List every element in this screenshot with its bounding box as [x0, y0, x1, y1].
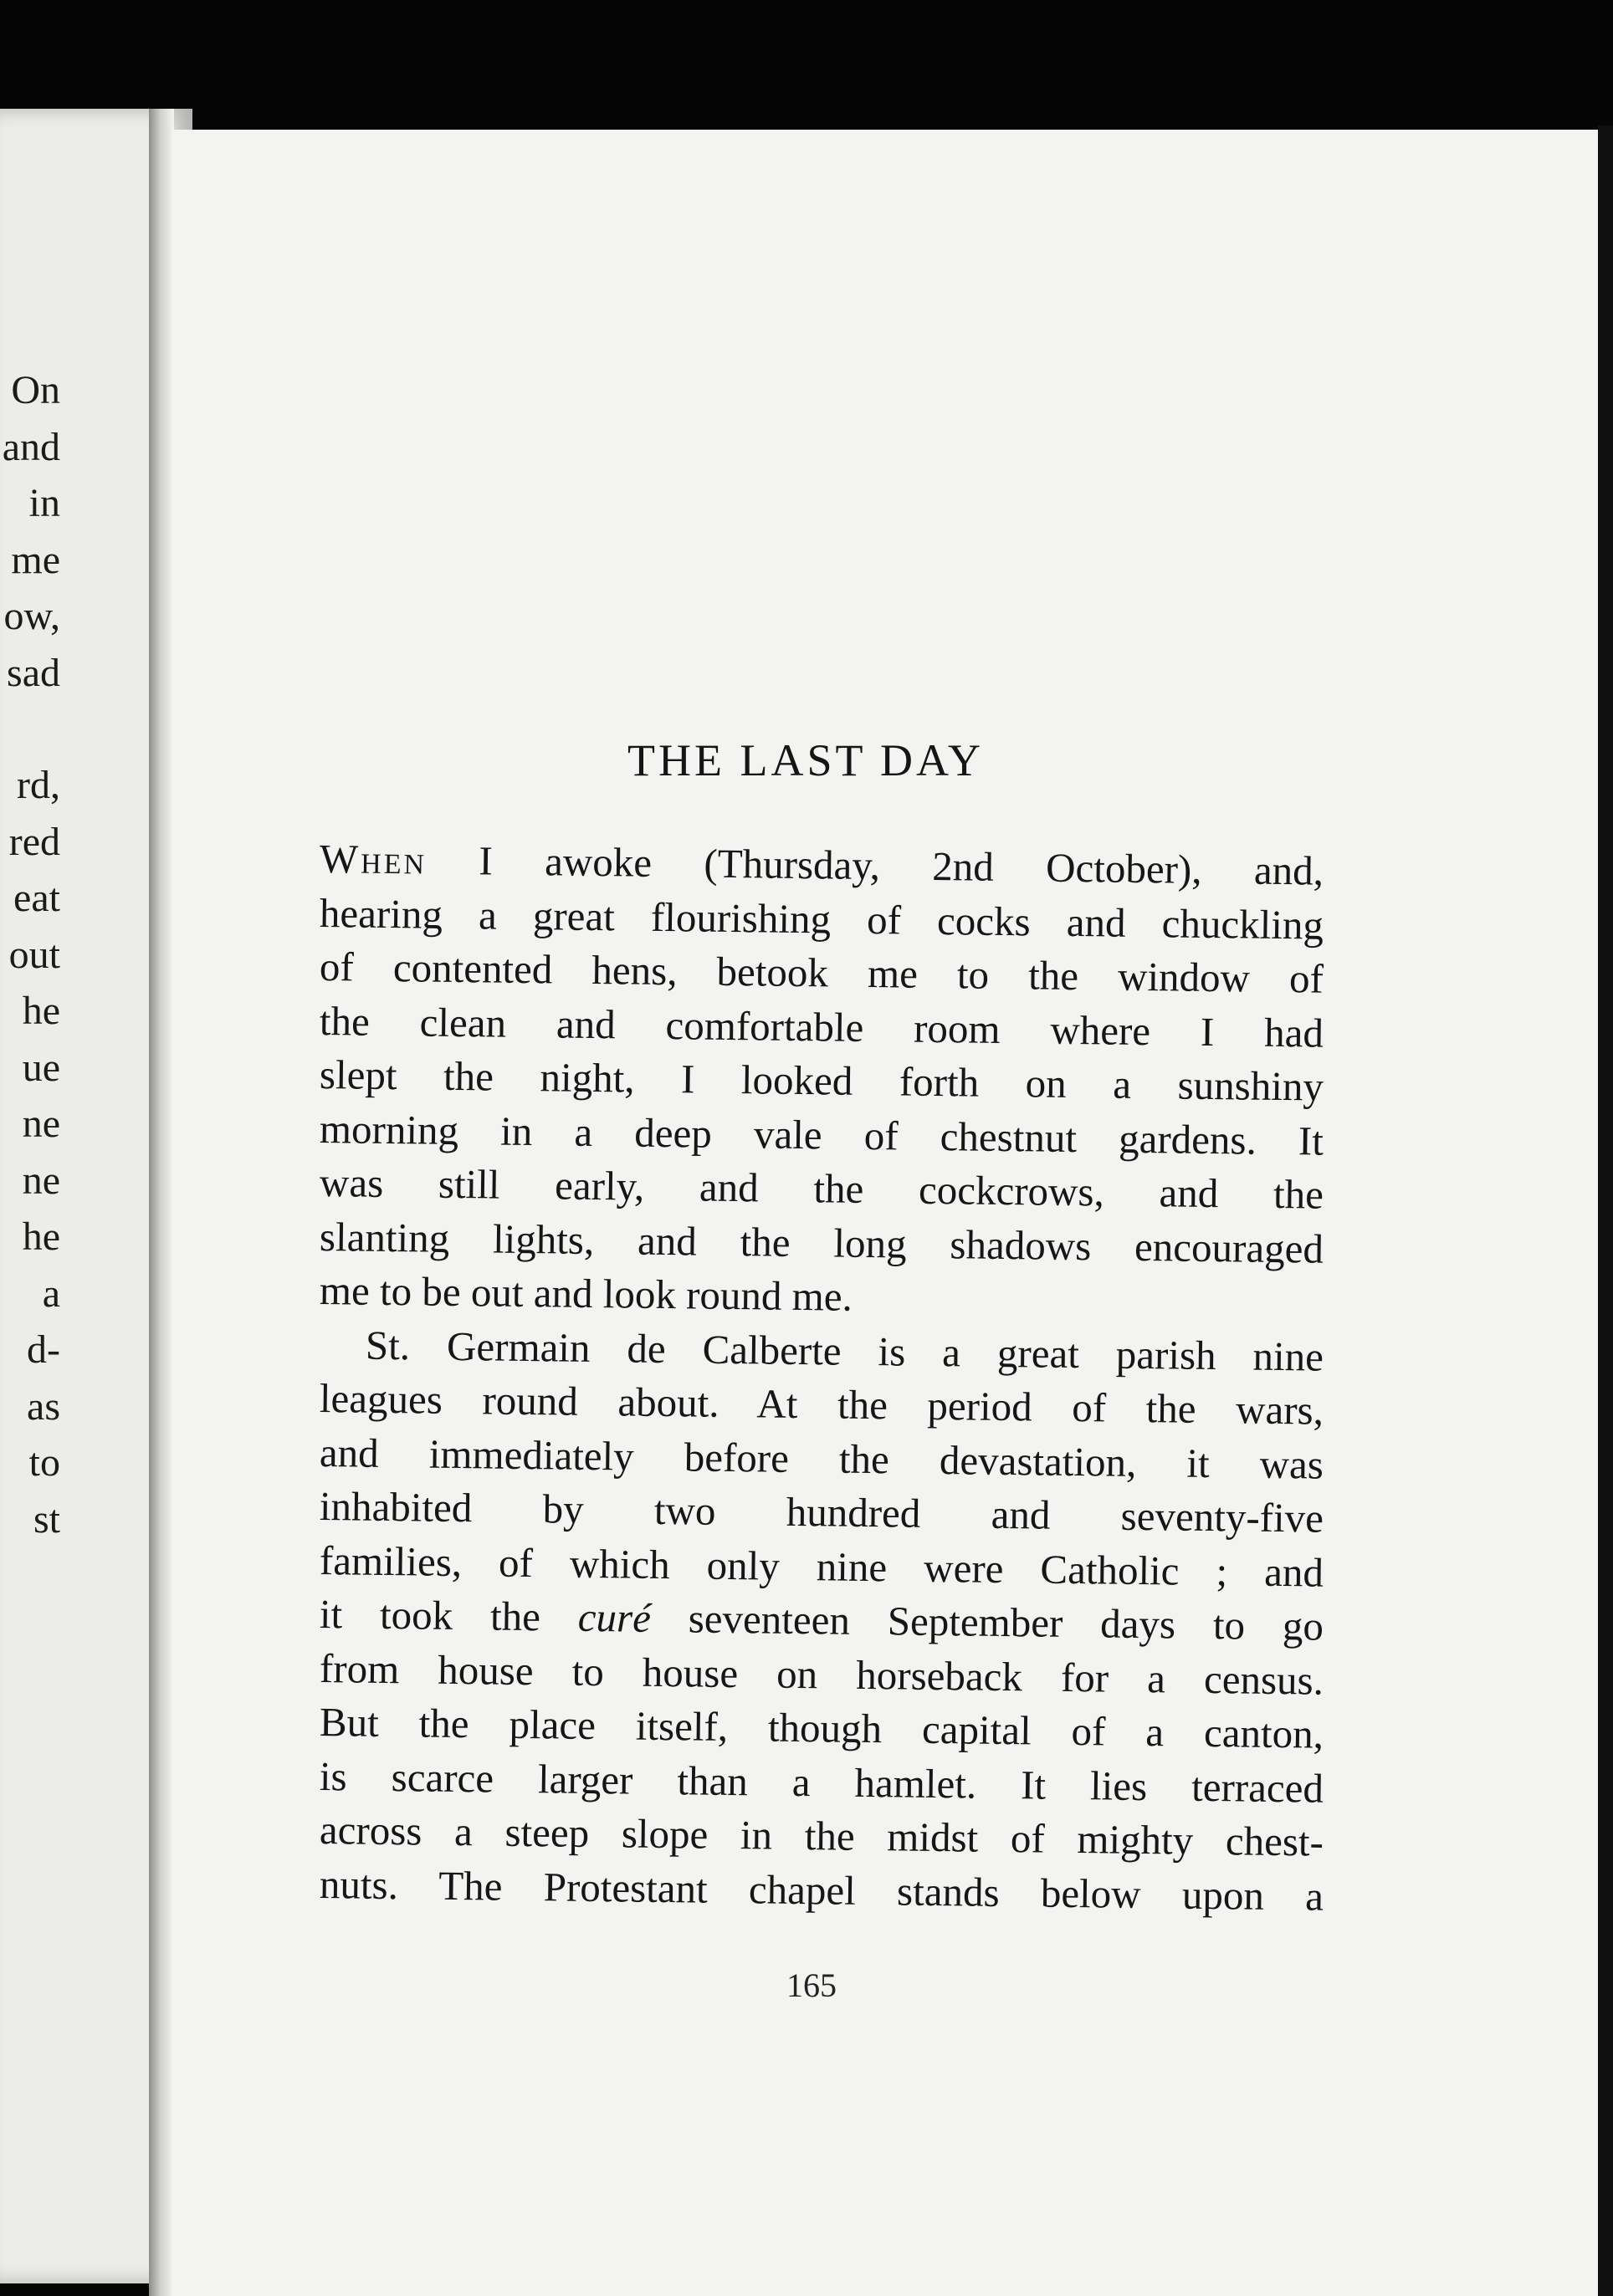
text-line: inhabited by two hundred and seventy-five — [319, 1483, 1324, 1542]
fragment-line: and — [2, 424, 60, 469]
fragment-line: On — [11, 368, 60, 412]
fragment-line: to — [28, 1440, 60, 1485]
paragraph-1 — [320, 832, 1324, 1318]
fragment-line: red — [8, 819, 60, 864]
text-line: the clean and comfortable room where I had — [319, 997, 1324, 1056]
fragment-line: a — [42, 1271, 60, 1316]
text-line: families, of which only nine were Catholic ; and — [319, 1537, 1324, 1596]
paragraph-2 — [319, 1318, 1324, 1920]
text-line: slept the night, I looked forth on a sunshiny — [319, 1051, 1324, 1110]
text-line: was still early, and the cockcrows, and the — [319, 1159, 1324, 1218]
text-line: and immediately before the devastation, it was — [319, 1429, 1324, 1488]
text-line: across a steep slope in the midst of mighty chest- — [319, 1807, 1324, 1865]
page-body — [319, 832, 1324, 1920]
book-spine — [149, 109, 174, 2296]
italic-word: curé — [577, 1593, 652, 1641]
fragment-line: ue — [22, 1045, 60, 1090]
text-line: leagues round about. At the period of the wars, — [319, 1375, 1324, 1434]
fragment-line: he — [22, 1214, 60, 1259]
chapter-title: THE LAST DAY — [627, 735, 985, 785]
fragment-line: sad — [7, 650, 60, 695]
fragment-line: st — [33, 1496, 60, 1542]
fragment-line: eat — [13, 876, 60, 920]
text-line: slanting lights, and the long shadows encouraged — [319, 1213, 1324, 1272]
text-run: seventeen September days to go — [650, 1594, 1324, 1649]
fragment-line: d- — [27, 1327, 60, 1372]
text-line: of contented hens, betook me to the window of — [319, 943, 1324, 1002]
fragment-line: ne — [22, 1158, 60, 1203]
fragment-line: he — [22, 989, 60, 1033]
text-run: I awoke (Thursday, 2nd October), and, — [426, 836, 1324, 894]
page-number: 165 — [786, 1966, 837, 2004]
fragment-line: as — [27, 1383, 60, 1429]
fragment-line: in — [28, 481, 60, 525]
fragment-line: me — [11, 537, 60, 582]
text-line: But the place itself, though capital of a canton, — [319, 1699, 1324, 1757]
text-line: hearing a great flourishing of cocks and chuckling — [319, 889, 1324, 949]
text-line: nuts. The Protestant chapel stands below upon a — [319, 1860, 1324, 1920]
text-line: morning in a deep vale of chestnut gardens. It — [319, 1105, 1324, 1164]
fragment-line: out — [8, 932, 60, 977]
previous-page-text-fragments — [0, 362, 60, 1547]
opening-word: When — [319, 836, 428, 883]
page-edge — [1598, 125, 1613, 2296]
text-line: is scarce larger than a hamlet. It lies terraced — [319, 1752, 1324, 1812]
text-line: from house to house on horseback for a census. — [319, 1644, 1324, 1704]
fragment-line: ne — [22, 1102, 60, 1146]
text-line: St. Germain de Calberte is a great parish nine — [365, 1322, 1324, 1380]
text-run: it took the — [319, 1591, 579, 1640]
text-line: me to be out and look round me. — [319, 1267, 853, 1320]
fragment-line: rd, — [17, 763, 60, 807]
fragment-line: ow, — [3, 594, 60, 638]
